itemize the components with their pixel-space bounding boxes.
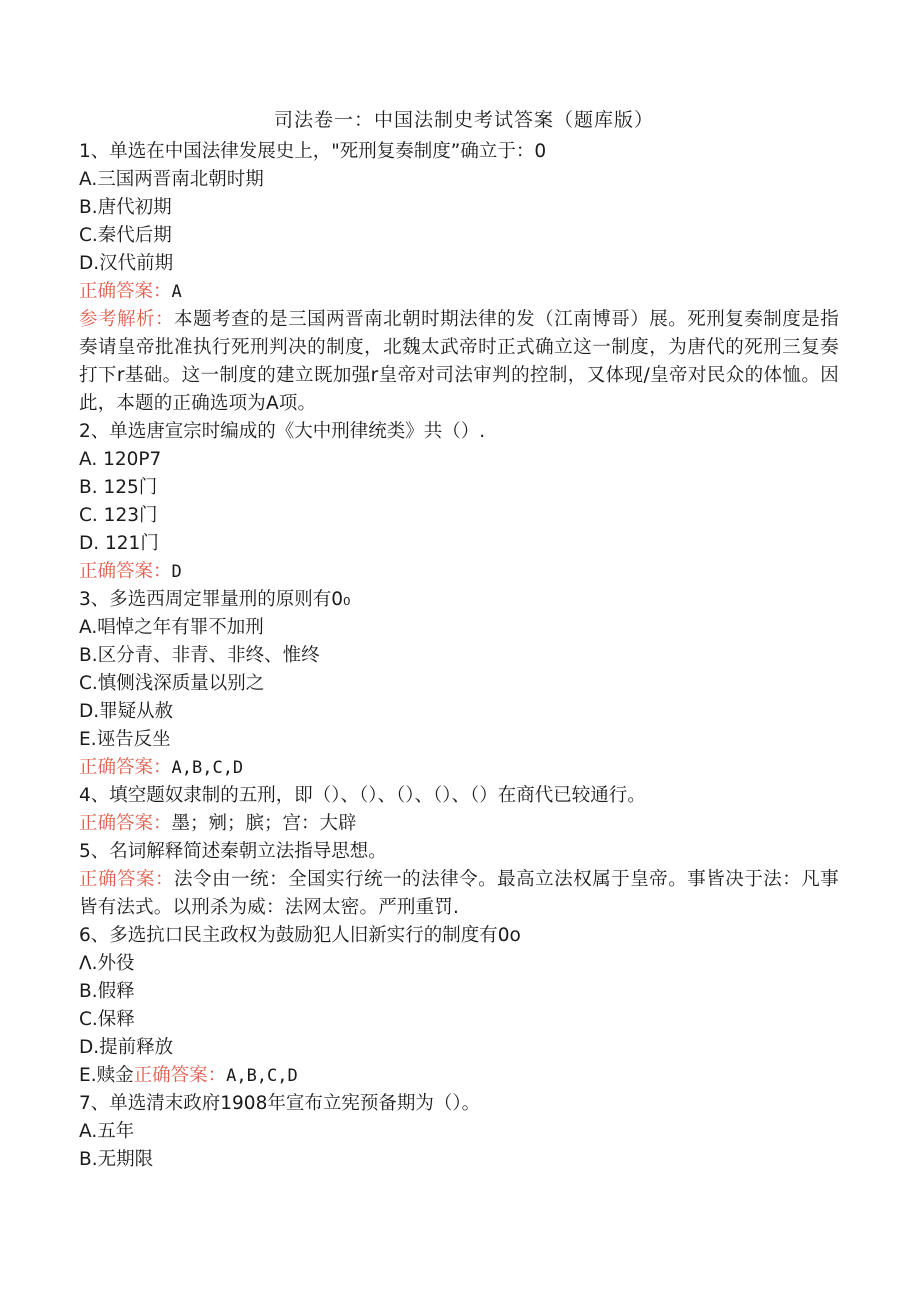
- question-2-option-d: D. 121门: [79, 533, 159, 554]
- document-page: [79, 106, 839, 1174]
- question-2-stem: 2、单选唐宣宗时编成的《大中刑律统类》共（）.: [79, 421, 486, 442]
- answer-label: 正确答案：: [79, 813, 172, 834]
- answer-label: 正确答案：: [79, 757, 172, 778]
- question-1-option-a: A.三国两晋南北朝时期: [79, 169, 264, 190]
- question-4-stem: 4、填空题奴隶制的五刑，即（）、（）、（）、（）、（）在商代已较通行。: [79, 785, 646, 806]
- analysis-text: 本题考查的是三国两晋南北朝时期法律的发（江南博哥）展。死刑复奏制度是指奏请皇帝批准执行死刑判决的制度，北魏太武帝时正式确立这一制度，为唐代的死刑三复奏打下r基础。这一制度的建立既加强r皇帝对司法审判的控制，又体现/皇帝对民众的体恤。因此，本题的正确选项为A项。: [79, 309, 839, 414]
- question-6-option-a: Λ.外役: [79, 953, 135, 974]
- question-4-answer-row: [79, 810, 839, 838]
- question-1-option-c: C.秦代后期: [79, 225, 172, 246]
- question-2-answer-row: [79, 558, 839, 586]
- answer-value: D: [171, 562, 182, 582]
- question-7-option-a: A.五年: [79, 1121, 135, 1142]
- question-3-stem: 3、多选西周定罪量刑的原则有0₀: [79, 589, 351, 610]
- answer-label: 正确答案：: [79, 561, 172, 582]
- question-7-option-b: B.无期限: [79, 1149, 154, 1170]
- question-5-answer-row: [79, 866, 839, 922]
- question-1-stem: 1、单选在中国法律发展史上，"死刑复奏制度”确立于：0: [79, 141, 547, 162]
- question-1-analysis: [79, 306, 839, 418]
- answer-label: 正确答案：: [79, 281, 172, 302]
- answer-value: 墨；剜；膑；宫：大辟: [171, 813, 357, 834]
- question-6-option-c: C.保释: [79, 1009, 135, 1030]
- question-2-option-c: C. 123门: [79, 505, 158, 526]
- question-6-stem: 6、多选抗口民主政权为鼓励犯人旧新实行的制度有0o: [79, 925, 521, 946]
- answer-value: A: [171, 282, 182, 302]
- question-2-option-b: B. 125门: [79, 477, 158, 498]
- question-3-option-c: C.慎侧浅深质量以别之: [79, 673, 265, 694]
- question-2-option-a: A. 120P7: [79, 449, 162, 470]
- question-7-stem: 7、单选清末政府1908年宣布立宪预备期为（）。: [79, 1093, 481, 1114]
- question-3-option-b: B.区分青、非青、非终、惟终: [79, 645, 320, 666]
- question-6-option-e: E.赎金: [79, 1065, 134, 1086]
- question-3-answer-row: [79, 754, 839, 782]
- answer-value: 法令由一统：全国实行统一的法律令。最高立法权属于皇帝。事皆决于法：凡事皆有法式。以刑杀为威：法网太密。严刑重罚.: [79, 869, 839, 918]
- question-3-option-a: A.唱悼之年有罪不加刑: [79, 617, 264, 638]
- analysis-label: 参考解析：: [79, 309, 175, 330]
- question-6-option-e-answer-row: [79, 1062, 839, 1090]
- question-1-option-d: D.汉代前期: [79, 253, 174, 274]
- question-6-option-d: D.提前释放: [79, 1037, 174, 1058]
- question-5-stem: 5、名词解释简述秦朝立法指导思想。: [79, 841, 387, 862]
- document-title: 司法卷一：中国法制史考试答案（题库版）: [273, 109, 654, 131]
- answer-value: A,B,C,D: [171, 758, 244, 778]
- question-1-answer-row: [79, 278, 839, 306]
- question-3-option-e: E.诬告反坐: [79, 729, 171, 750]
- question-6-option-b: B.假释: [79, 981, 135, 1002]
- answer-label: 正确答案：: [79, 869, 175, 890]
- answer-value: A,B,C,D: [226, 1066, 298, 1086]
- answer-label: 正确答案：: [133, 1065, 227, 1086]
- question-1-option-b: B.唐代初期: [79, 197, 172, 218]
- question-3-option-d: D.罪疑从赦: [79, 701, 174, 722]
